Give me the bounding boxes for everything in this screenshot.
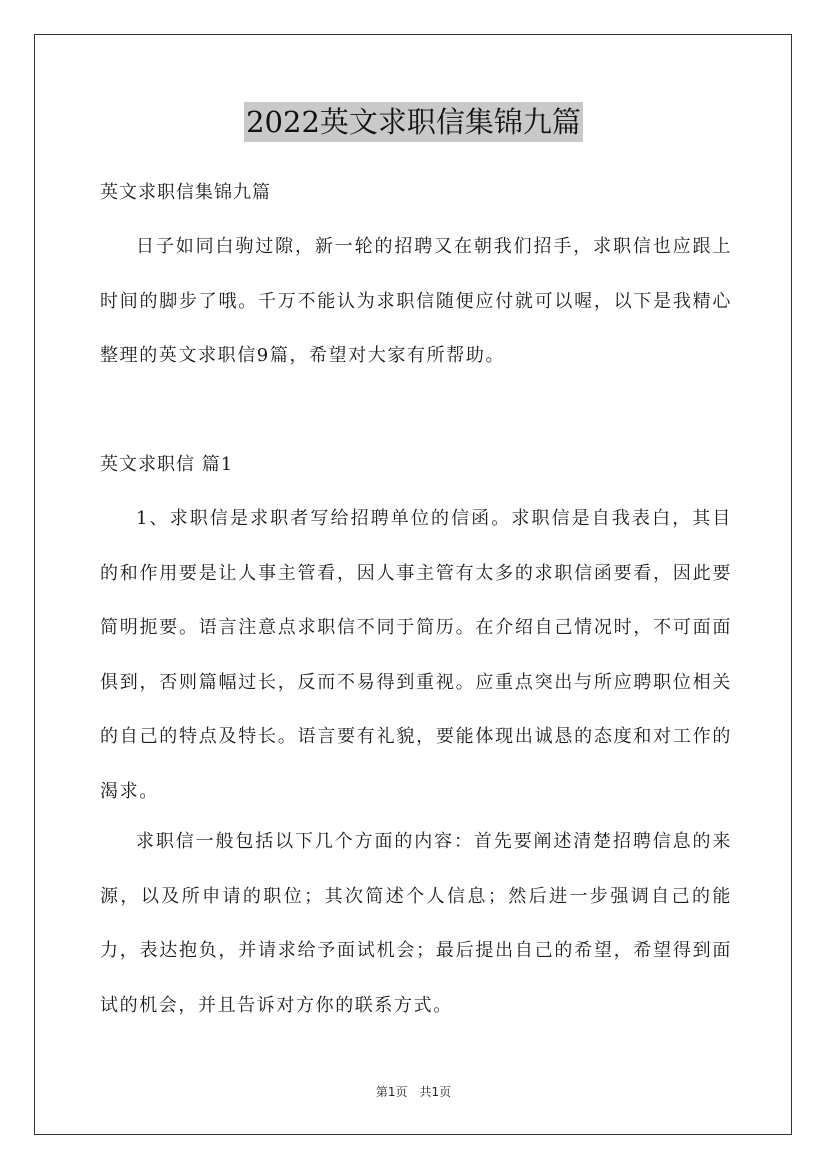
section-heading: 英文求职信 篇1 <box>100 454 234 475</box>
body-paragraph-2: 求职信一般包括以下几个方面的内容：首先要阐述清楚招聘信息的来源，以及所申请的职位；其次简述个人信息；然后进一步强调自己的能力，表达抱负，并请求给予面试机会；最后提出自己的希望，希望得到面试的机会，并且告诉对方你的联系方式。 <box>100 831 732 1016</box>
document-subtitle: 英文求职信集锦九篇 <box>100 182 271 203</box>
page-footer <box>0 1084 827 1100</box>
page-number-total: 共1页 <box>419 1085 452 1099</box>
intro-paragraph: 日子如同白驹过隙，新一轮的招聘又在朝我们招手，求职信也应跟上时间的脚步了哦。千万不能认为求职信随便应付就可以喔，以下是我精心整理的英文求职信9篇，希望对大家有所帮助。 <box>100 236 732 366</box>
body-paragraph-1: 1、求职信是求职者写给招聘单位的信函。求职信是自我表白，其目的和作用要是让人事主管看，因人事主管有太多的求职信函要看，因此要简明扼要。语言注意点求职信不同于简历。在介绍自己情况时，不可面面俱到，否则篇幅过长，反而不易得到重视。应重点突出与所应聘职位相关的自己的特点及特长。语言要有礼貌，要能体现出诚恳的态度和对工作的渴求。 <box>100 508 732 802</box>
title-container <box>0 102 827 142</box>
document-title: 2022英文求职信集锦九篇 <box>244 102 583 142</box>
page-number-current: 第1页 <box>375 1085 408 1099</box>
